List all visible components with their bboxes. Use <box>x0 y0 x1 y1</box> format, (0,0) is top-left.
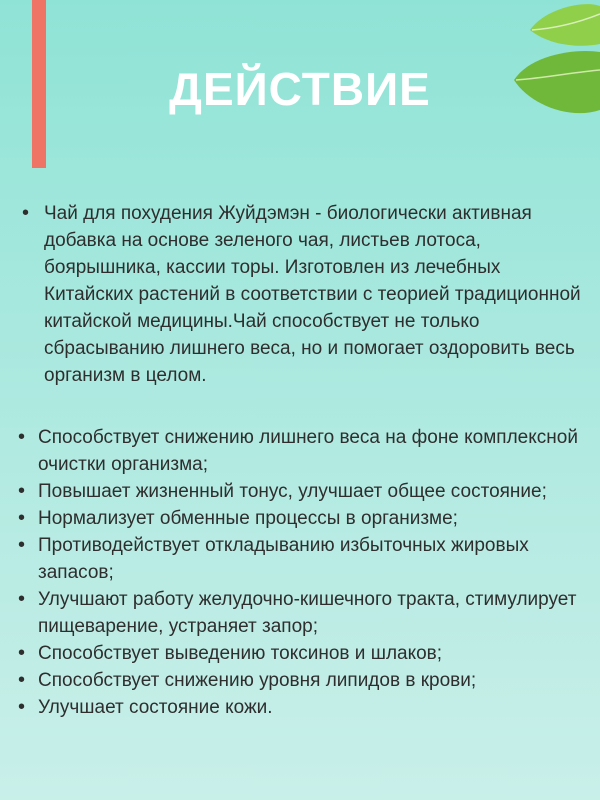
intro-list <box>20 200 590 389</box>
list-item: • Улучшает состояние кожи. <box>16 694 590 721</box>
list-item: • Способствует снижению уровня липидов в крови; <box>16 667 590 694</box>
list-item: • Способствует снижению лишнего веса на фоне комплексной очистки организма; <box>16 424 590 478</box>
list-item: • Улучшают работу желудочно-кишечного тракта, стимулирует пищеварение, устраняет запор; <box>16 586 590 640</box>
page-title: ДЕЙСТВИЕ <box>169 63 431 115</box>
list-item: • Повышает жизненный тонус, улучшает общее состояние; <box>16 478 590 505</box>
list-item: • Способствует выведению токсинов и шлаков; <box>16 640 590 667</box>
list-item: • Противодействует откладыванию избыточных жировых запасов; <box>16 532 590 586</box>
intro-paragraph: • Чай для похудения Жуйдэмэн - биологически активная добавка на основе зеленого чая, листьев лотоса, боярышника, кассии торы. Изготовлен из лечебных Китайских растений в соответствии с теорией традиционной китайской медицины.Чай способствует не только сбрасыванию лишнего веса, но и помогает оздоровить весь организм в целом. <box>20 200 590 389</box>
list-item: • Нормализует обменные процессы в организме; <box>16 505 590 532</box>
benefits-list <box>16 424 590 721</box>
